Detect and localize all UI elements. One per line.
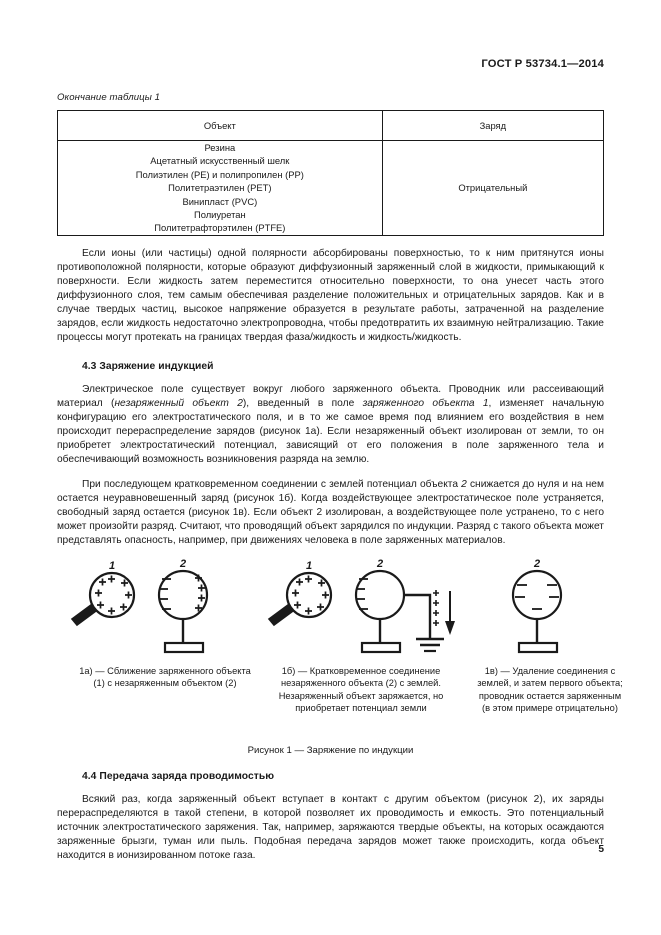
- paragraph-grounding-discharge: [57, 478, 604, 548]
- object-1-positive-charges: [292, 575, 329, 614]
- material-item: Политетрафторэтилен (PTFE): [154, 222, 286, 234]
- text-italic-object-two: 2: [461, 479, 467, 491]
- text-fragment: При последующем кратковременном соединении с землей потенциал объекта: [82, 479, 462, 491]
- figure-label-object-1: 1: [305, 559, 313, 572]
- object-1-positive-charges: [95, 575, 132, 614]
- text-italic-charged-object: заряженного объекта 1: [362, 397, 489, 409]
- ground-wire: [404, 595, 430, 639]
- material-item: Резина: [204, 142, 236, 153]
- figure-panel-c: [477, 557, 617, 666]
- paragraph-induction-field: [57, 383, 604, 468]
- text-italic-uncharged-object: незаряженный объект 2: [114, 397, 243, 409]
- document-header-standard-number: ГОСТ Р 53734.1—2014: [481, 58, 604, 70]
- page-content: [57, 92, 623, 863]
- material-item: Политетраэтилен (PET): [168, 182, 272, 194]
- page-number: 5: [598, 844, 604, 855]
- object-1-handle: [72, 605, 96, 625]
- object-2-base: [519, 643, 557, 652]
- material-item: Ацетатный искусственный шелк: [150, 155, 290, 167]
- material-item: Полиуретан: [193, 209, 246, 221]
- object-2-base: [165, 643, 203, 652]
- object-2-negative-charges: [515, 585, 559, 609]
- text-fragment: Электрическое поле существует вокруг любого заряженного объекта. Проводник или рассеивающий материал (: [57, 383, 604, 409]
- figure-caption-a: 1а) — Сближение заряженного объекта (1) с незаряженным объектом (2): [79, 665, 251, 689]
- materials-charge-table: [57, 110, 604, 236]
- material-item: Полиэтилен (PE) и полипропилен (PP): [135, 168, 304, 180]
- figure-label-object-1: 1: [108, 559, 116, 572]
- diagram-grounding: [262, 557, 462, 661]
- figure-panel-a: [65, 557, 250, 666]
- text-fragment: снижается до нуля и на нем остается неуравновешенный заряд (рисунок 1б). Когда воздействующее электростатическое поле устраняется, свободный заряд остается (рисунок 1в). Если объект 2 изолирован, а воздействующее поле устранено, то с него может произойти разряд. Считают, что проводящий объект зарядился по индукции. Разряд с такого объекта может представлять опасность, например, при движениях человека в поле заряженных материалов.: [57, 479, 604, 547]
- table-header-row: [58, 111, 604, 141]
- diagram-approach: [65, 557, 250, 661]
- table-header-charge: Заряд: [382, 111, 603, 141]
- table-cell-charge: Отрицательный: [382, 141, 603, 236]
- figure-label-object-2: 2: [376, 557, 384, 570]
- paragraph-conduction-transfer: Всякий раз, когда заряженный объект вступает в контакт с другим объектом (рисунок 2), их заряды перераспределяются в такой степени, в которой позволяет их проводимость и емкость. Это потенциальный источник электростатического заряжения. Так, например, заряжаются твердые объекты, на которых осаждаются заряженные брызги, туман или пыль. Подобная передача зарядов может также происходить, когда объект находится в ионизированном потоке газа.: [57, 793, 604, 861]
- figure-panels: [57, 557, 604, 661]
- heading-section-4-4: 4.4 Передача заряда проводимостью: [82, 770, 275, 782]
- diagram-retained-charge: [477, 557, 617, 661]
- table-caption: Окончание таблицы 1: [57, 92, 161, 103]
- figure-label-object-2: 2: [179, 557, 187, 570]
- object-1-handle: [269, 605, 293, 625]
- figure-caption-b: 1б) — Кратковременное соединение незаряженного объекта (2) с землей. Незаряженный объект заряжается, но приобретает потенциал земли: [278, 665, 444, 714]
- text-fragment: ), введенный в поле: [242, 397, 363, 409]
- figure-panel-b: [262, 557, 462, 666]
- heading-section-4-3: 4.3 Заряжение индукцией: [82, 360, 214, 372]
- figure-1: [57, 557, 623, 756]
- object-2-base: [362, 643, 400, 652]
- ground-positive-charges: [433, 590, 439, 626]
- figure-caption-c: 1в) — Удаление соединения с землей, и затем первого объекта; проводник остается заряженным (в этом примере отрицательно): [477, 665, 623, 714]
- text-fragment: , изменяет начальную конфигурацию его электростатического поля, и в то же самое время под влиянием его воздействия в нем происходит перераспределение зарядов (рисунок 1а). Если незаряженный объект изолирован от земли, то он приобретет электростатический потенциал, зависящий от его положения в поле заряженного тела и обеспечивающий возможность возникновения разряда на землю.: [57, 397, 604, 465]
- table-cell-object-list: [58, 141, 383, 236]
- object-2-sphere: [513, 571, 561, 619]
- table-row: [58, 141, 604, 236]
- figure-label-object-2: 2: [533, 557, 541, 570]
- paragraph-liquid-charging: Если ионы (или частицы) одной полярности абсорбированы поверхностью, то к ним притянутся ионы противоположной полярности, которые образуют диффузионный заряженный слой в жидкости, примыкающий к поверхности. Если жидкость затем переместится относительно поверхности, то она унесет часть этого диффузионного слоя, тем самым обеспечивая разделение положительных и отрицательных зарядов. Как и в случае твердых частиц, высокое напряжение образуется в результате работы, затраченной на разделение зарядов, если жидкость недостаточно электропроводна, чтобы предотвратить их взаимную нейтрализацию. Такие процессы могут протекать на границах твердая фаза/жидкость и жидкость/жидкость.: [57, 247, 604, 344]
- table-header-object: Объект: [58, 111, 383, 141]
- material-item: Винипласт (PVC): [182, 195, 258, 207]
- figure-title: Рисунок 1 — Заряжение по индукции: [247, 744, 414, 756]
- charge-flow-arrow: [445, 591, 455, 635]
- figure-captions: [57, 665, 623, 739]
